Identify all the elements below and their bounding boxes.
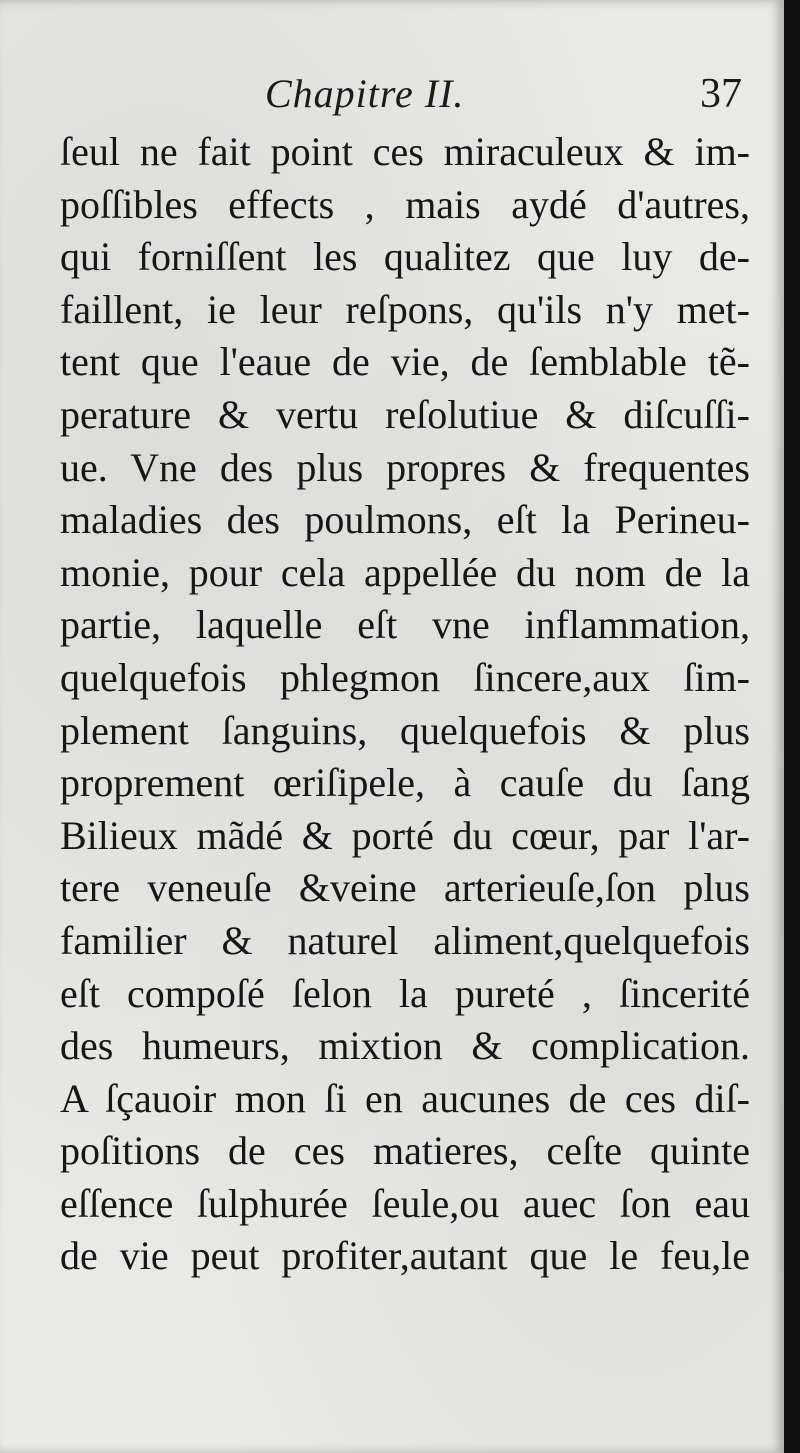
text-line: des humeurs, mixtion & complication. — [60, 1023, 750, 1069]
page-edge-shadow — [784, 0, 800, 1453]
page-number: 37 — [700, 71, 742, 117]
text-line: familier & naturel aliment,quelquefois — [60, 917, 750, 963]
text-line: A ſçauoir mon ſi en aucunes de ces diſ- — [60, 1075, 750, 1121]
page-header — [0, 62, 784, 132]
text-line: plement ſanguins, quelquefois & plus — [60, 707, 750, 753]
text-line: partie, laquelle eſt vne inflammation, — [60, 602, 750, 648]
text-line: tere veneuſe &veine arterieuſe,ſon plus — [60, 865, 750, 911]
text-line: maladies des poulmons, eſt la Perineu- — [60, 497, 750, 543]
body-text — [60, 126, 760, 1283]
text-line: faillent, ie leur reſpons, qu'ils n'y met- — [60, 286, 750, 332]
text-line: Bilieux mãdé & porté du cœur, par l'ar- — [60, 812, 750, 858]
text-line: perature & vertu reſolutiue & diſcuſſi- — [60, 391, 750, 437]
text-line: poſitions de ces matieres, ceſte quinte — [60, 1128, 750, 1174]
text-line: monie, pour cela appellée du nom de la — [60, 549, 750, 595]
text-line: poſſibles effects , mais aydé d'autres, — [60, 181, 750, 227]
text-line: de vie peut profiter,autant que le feu,le — [60, 1233, 750, 1279]
running-title: Chapitre II. — [265, 71, 465, 116]
text-line: eſſence ſulphurée ſeule,ou auec ſon eau — [60, 1180, 750, 1226]
text-line: ue. Vne des plus propres & frequentes — [60, 444, 750, 490]
text-line: proprement œriſipele, à cauſe du ſang — [60, 760, 750, 806]
text-line: quelquefois phlegmon ſincere,aux ſim- — [60, 654, 750, 700]
text-line: ſeul ne fait point ces miraculeux & im- — [60, 129, 750, 174]
text-line: eſt compoſé ſelon la pureté , ſincerité — [60, 970, 750, 1016]
text-line: tent que l'eaue de vie, de ſemblable tẽ- — [60, 339, 750, 385]
text-line: qui forniſſent les qualitez que luy de- — [60, 234, 750, 280]
